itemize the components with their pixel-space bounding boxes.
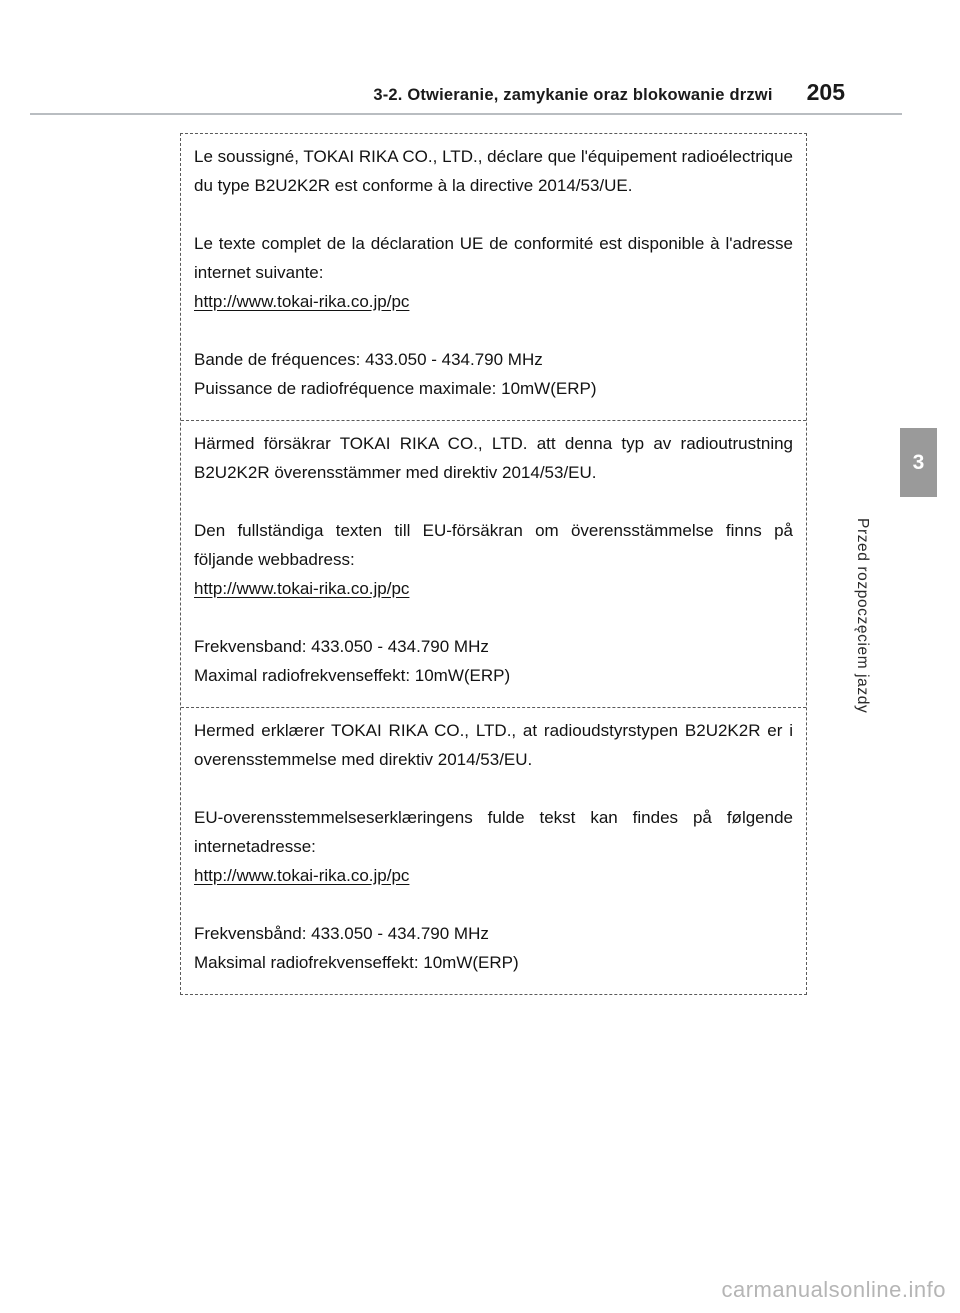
page-number: 205: [806, 79, 845, 105]
frequency-band-text: Bande de fréquences: 433.050 - 434.790 MHz: [194, 350, 543, 369]
declaration-section-1: [181, 134, 806, 420]
page-header: [0, 79, 845, 106]
max-power-text: Maximal radiofrekvenseffekt: 10mW(ERP): [194, 666, 511, 685]
declaration-section-2: [181, 420, 806, 707]
declaration-box: [180, 133, 807, 995]
max-power-text: Maksimal radiofrekvenseffekt: 10mW(ERP): [194, 953, 519, 972]
frequency-band-text: Frekvensband: 433.050 - 434.790 MHz: [194, 637, 489, 656]
header-divider: [30, 113, 902, 115]
declaration-url-link[interactable]: http://www.tokai-rika.co.jp/pc: [194, 579, 410, 598]
declaration-text: Le texte complet de la déclaration UE de conformité est disponible à l'adresse internet suivante:: [194, 234, 793, 282]
declaration-section-3: [181, 707, 806, 994]
max-power-text: Puissance de radiofréquence maximale: 10mW(ERP): [194, 379, 597, 398]
chapter-vertical-label: Przed rozpoczęciem jazdy: [854, 518, 871, 714]
frequency-band-text: Frekvensbånd: 433.050 - 434.790 MHz: [194, 924, 489, 943]
declaration-url-link[interactable]: http://www.tokai-rika.co.jp/pc: [194, 866, 410, 885]
declaration-text: Härmed försäkrar TOKAI RIKA CO., LTD. att denna typ av radioutrustning B2U2K2R överensstämmer med direktiv 2014/53/EU.: [194, 434, 793, 482]
declaration-text: EU-overensstemmelseserklæringens fulde tekst kan findes på følgende internetadresse:: [194, 808, 793, 856]
declaration-url-link[interactable]: http://www.tokai-rika.co.jp/pc: [194, 292, 410, 311]
declaration-text: Den fullständiga texten till EU-försäkran om överensstämmelse finns på följande webbadress:: [194, 521, 793, 569]
chapter-tab: [900, 428, 937, 497]
declaration-text: Hermed erklærer TOKAI RIKA CO., LTD., at radioudstyrstypen B2U2K2R er i overensstemmelse med direktiv 2014/53/EU.: [194, 721, 793, 769]
declaration-text: Le soussigné, TOKAI RIKA CO., LTD., déclare que l'équipement radioélectrique du type B2U2K2R est conforme à la directive 2014/53/UE.: [194, 147, 793, 195]
section-title: 3-2. Otwieranie, zamykanie oraz blokowanie drzwi: [373, 86, 773, 104]
watermark-text: carmanualsonline.info: [721, 1277, 946, 1302]
chapter-number: 3: [912, 450, 925, 474]
